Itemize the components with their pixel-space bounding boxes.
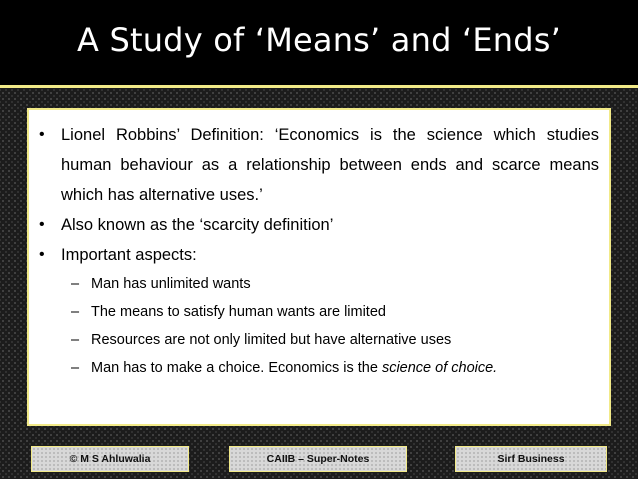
bullet-icon: • [39,216,45,233]
sub-item-text: Man has unlimited wants [91,276,251,292]
title-bar [0,0,638,88]
footer-brand [455,446,607,472]
dash-icon: – [71,304,80,320]
sub-item-text-container [91,354,497,382]
sub-list-item [71,326,599,354]
bullet-item [39,120,599,210]
bullet-icon: • [39,246,45,263]
bullet-icon: • [39,126,45,143]
bullet-text-definition: Lionel Robbins’ Definition: ‘Economics is the science which studies human behaviour as a relationship between ends and scarce means which has alternative uses.’ [61,126,599,204]
footer-course-text: CAIIB – Super-Notes [266,453,370,465]
sub-list-item [71,354,599,382]
dash-icon: – [71,332,80,348]
bullet-text-aspects: Important aspects: [61,246,197,264]
sub-list-item [71,270,599,298]
footer-brand-text: Sirf Business [497,453,565,465]
content-box [27,108,611,426]
footer-course [229,446,407,472]
bullet-item [39,240,599,270]
sub-list-item [71,298,599,326]
sub-item-text: Resources are not only limited but have alternative uses [91,332,452,348]
slide-title: A Study of ‘Means’ and ‘Ends’ [76,20,562,59]
sub-item-text: The means to satisfy human wants are limited [91,304,386,320]
sub-item-text: Man has to make a choice. Economics is the [91,360,382,376]
footer-author [31,446,189,472]
dash-icon: – [71,360,80,376]
bullet-text-scarcity: Also known as the ‘scarcity definition’ [61,216,334,234]
footer-author-text: © M S Ahluwalia [69,453,151,465]
emphasis-text: science of choice. [381,360,498,376]
dash-icon: – [71,276,80,292]
bullet-item [39,210,599,240]
